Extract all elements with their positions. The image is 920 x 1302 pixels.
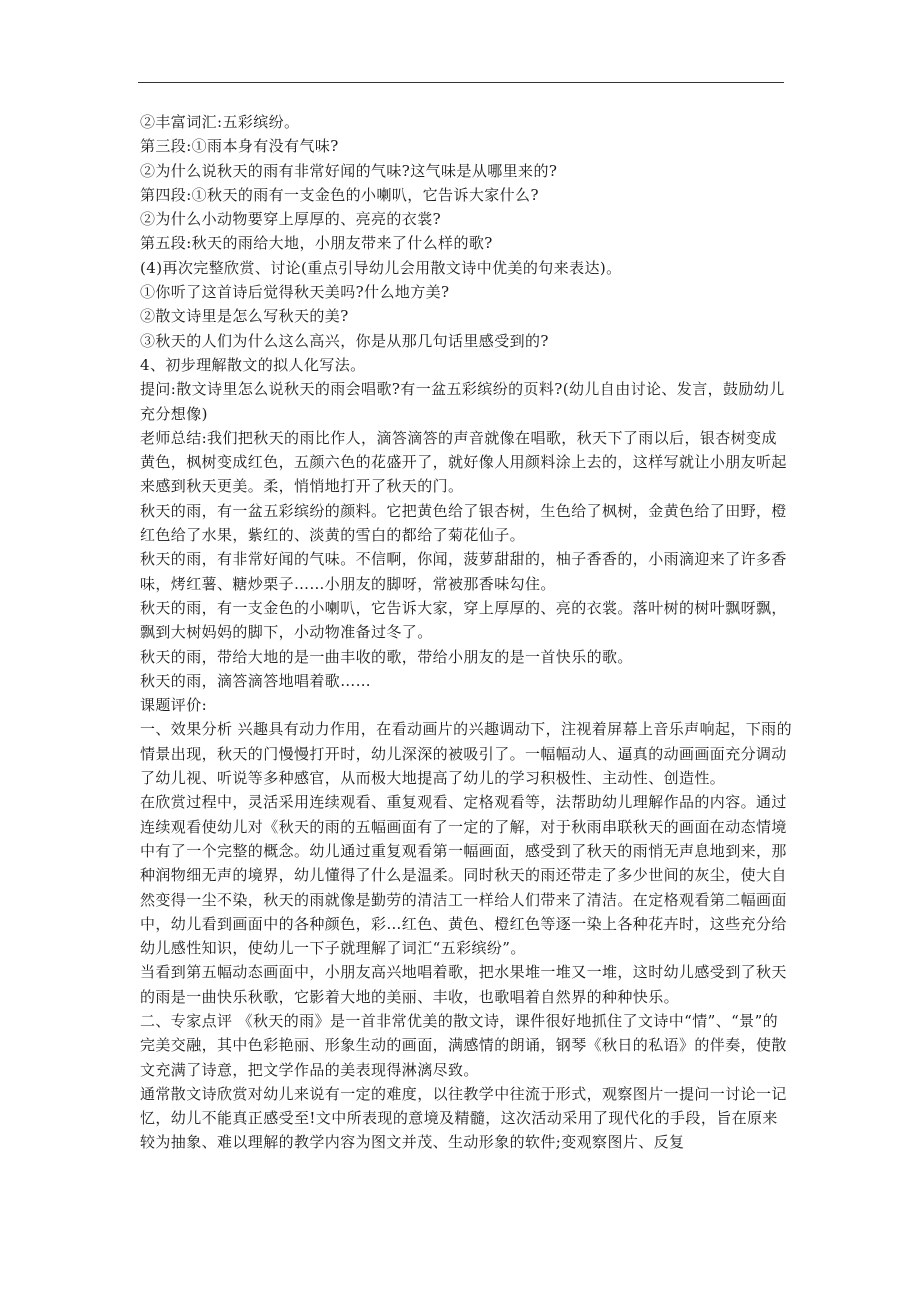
paragraph: 一、效果分析 兴趣具有动力作用，在看动画片的兴趣调动下，注视着屏幕上音乐声响起，下雨的情景出现，秋天的门慢慢打开时，幼儿深深的被吸引了。一幅幅动人、逼真的动画画面充分调动了幼儿视、听说等多种感官，从而极大地提高了幼儿的学习积极性、主动性、创造性。	[140, 720, 792, 788]
paragraph: 第五段:秋天的雨给大地，小朋友带来了什么样的歌?	[140, 234, 493, 253]
paragraph: 老师总结:我们把秋天的雨比作人，滴答滴答的声音就像在唱歌，秋天下了雨以后，银杏树变成黄色，枫树变成红色，五颜六色的花盛开了，就好像人用颜料涂上去的，这样写就让小朋友听起来感到秋天更美。柔，悄悄地打开了秋天的门。	[140, 428, 787, 496]
paragraph: 第三段:①雨本身有没有气味?	[140, 137, 339, 156]
paragraph: (4)再次完整欣赏、讨论(重点引导幼儿会用散文诗中优美的句来表达)。	[140, 258, 622, 277]
paragraph: 秋天的雨，有一支金色的小喇叭，它告诉大家，穿上厚厚的、亮的衣裳。落叶树的树叶飘呀飘，飘到大树妈妈的脚下，小动物准备过冬了。	[140, 598, 787, 642]
paragraph: 秋天的雨，有一盆五彩缤纷的颜料。它把黄色给了银杏树，生色给了枫树，金黄色给了田野，橙红色给了水果，紫红的、淡黄的雪白的都给了菊花仙子。	[140, 501, 787, 545]
paragraph: ②散文诗里是怎么写秋天的美?	[140, 307, 349, 326]
paragraph: 4、初步理解散文的拟人化写法。	[140, 355, 366, 374]
paragraph: 二、专家点评 《秋天的雨》是一首非常优美的散文诗，课件很好地抓住了文诗中“情”、“景”的完美交融，其中色彩艳丽、形象生动的画面，满感情的朗诵，钢琴《秋日的私语》的伴奏，使散文充满了诗意，把文学作品的美表现得淋漓尽致。	[140, 1011, 787, 1079]
paragraph: ②为什么说秋天的雨有非常好闻的气味?这气味是从哪里来的?	[140, 161, 558, 180]
paragraph: ②为什么小动物要穿上厚厚的、亮亮的衣裳?	[140, 210, 442, 229]
paragraph: ②丰富词汇:五彩缤纷。	[140, 113, 300, 131]
section-heading: 课题评价:	[140, 696, 208, 715]
paragraph: 秋天的雨，滴答滴答地唱着歌……	[140, 671, 372, 690]
paragraph: 第四段:①秋天的雨有一支金色的小喇叭，它告诉大家什么?	[140, 185, 539, 204]
header-rule	[138, 82, 784, 83]
paragraph: ③秋天的人们为什么这么高兴，你是从那几句话里感受到的?	[140, 331, 549, 350]
paragraph: 秋天的雨，带给大地的是一曲丰收的歌，带给小朋友的是一首快乐的歌。	[140, 647, 633, 666]
paragraph: 通常散文诗欣赏对幼儿来说有一定的难度，以往教学中往流于形式，观察图片一提问一讨论一记忆，幼儿不能真正感受至!文中所表现的意境及精髓，这次活动采用了现代化的手段，旨在原来较为抽象、难以理解的教学内容为图文并茂、生动形象的软件;变观察图片、反复	[140, 1084, 787, 1152]
paragraph: ①你听了这首诗后觉得秋天美吗?什么地方美?	[140, 283, 450, 302]
paragraph: 秋天的雨，有非常好闻的气味。不信啊，你闻，菠萝甜甜的，柚子香香的，小雨滴迎来了许多香味，烤红薯、糖炒栗子……小朋友的脚呀，常被那香味勾住。	[140, 550, 787, 593]
paragraph: 当看到第五幅动态画面中，小朋友高兴地唱着歌，把水果堆一堆又一堆，这时幼儿感受到了秋天的雨是一曲快乐秋歌，它影着大地的美丽、丰收，也歌唱着自然界的种种快乐。	[140, 963, 787, 1006]
paragraph: 在欣赏过程中，灵活采用连续观看、重复观看、定格观看等，法帮助幼儿理解作品的内容。通过连续观看使幼儿对《秋天的雨的五幅画面有了一定的了解，对于秋雨串联秋天的画面在动态情境中有了一个完整的概念。幼儿通过重复观看第一幅画面，感受到了秋天的雨悄无声息地到来，那种润物细无声的境界，幼儿懂得了什么是温柔。同时秋天的雨还带走了多少世间的灰尘，使大自然变得一尘不染，秋天的雨就像是勤劳的清洁工一样给人们带来了清洁。在定格观看第二幅画面中，幼儿看到画面中的各种颜色，彩…红色、黄色、橙红色等逐一染上各种花卉时，这些充分给幼儿感性知识，使幼儿一下子就理解了词汇“五彩缤纷”。	[140, 793, 787, 958]
paragraph: 提问:散文诗里怎么说秋天的雨会唱歌?有一盆五彩缤纷的页料?(幼儿自由讨论、发言，鼓励幼儿充分想像)	[140, 380, 785, 423]
document-body	[140, 110, 792, 1155]
